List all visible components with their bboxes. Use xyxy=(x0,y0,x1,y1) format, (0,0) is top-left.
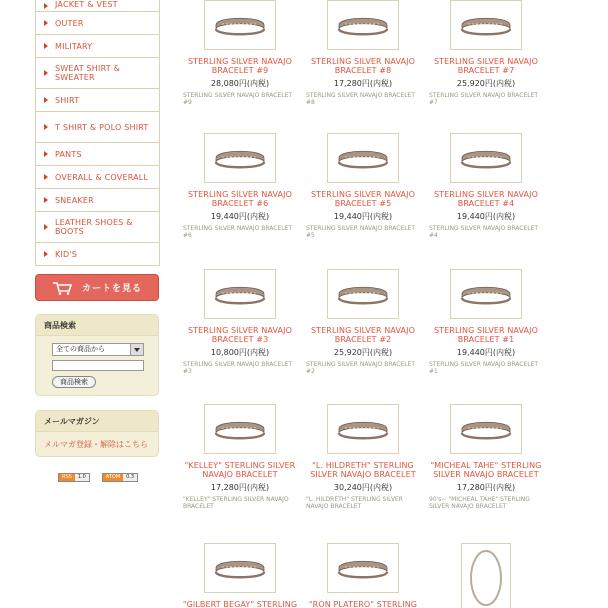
product-card[interactable] xyxy=(426,269,546,375)
mail-magazine-box xyxy=(35,410,159,457)
product-name[interactable]: "KELLEY" STERLING SILVER NAVAJO BRACELET xyxy=(184,461,296,479)
product-image[interactable] xyxy=(327,269,399,319)
arrow-right-icon xyxy=(44,97,48,103)
product-price: 17,280円(内税) xyxy=(210,483,270,492)
arrow-right-icon xyxy=(44,70,48,76)
mail-magazine-link[interactable]: メルマガ登録・解除はこちら xyxy=(44,440,148,449)
rss-badge[interactable] xyxy=(58,473,90,482)
arrow-right-icon xyxy=(44,224,48,230)
category-label: T SHIRT & POLO SHIRT xyxy=(55,122,149,132)
bracelet-icon xyxy=(335,145,391,171)
category-item[interactable] xyxy=(36,88,159,111)
arrow-right-icon xyxy=(44,20,48,26)
product-name[interactable]: STERLING SILVER NAVAJO BRACELET #4 xyxy=(433,190,538,208)
search-input[interactable] xyxy=(52,360,144,371)
product-image[interactable] xyxy=(327,404,399,454)
atom-badge-left: ATOM xyxy=(103,474,123,481)
view-cart-button[interactable] xyxy=(35,274,159,301)
product-name[interactable]: STERLING SILVER NAVAJO BRACELET #9 xyxy=(187,57,292,75)
product-price: 25,920円(内税) xyxy=(456,79,516,88)
category-item[interactable] xyxy=(36,188,159,211)
product-name[interactable]: STERLING SILVER NAVAJO BRACELET #5 xyxy=(310,190,415,208)
category-item[interactable] xyxy=(36,11,159,34)
bracelet-icon xyxy=(458,416,514,442)
product-search-heading: 商品検索 xyxy=(36,315,158,336)
search-category-select[interactable] xyxy=(52,343,144,356)
product-card[interactable] xyxy=(426,133,546,239)
product-image[interactable] xyxy=(450,133,522,183)
product-image[interactable] xyxy=(204,269,276,319)
product-subtitle: STERLING SILVER NAVAJO BRACELET #1 xyxy=(429,361,539,375)
category-label: SHIRT xyxy=(55,95,80,105)
category-label: KID'S xyxy=(55,249,78,259)
product-name[interactable]: STERLING SILVER NAVAJO BRACELET #6 xyxy=(187,190,292,208)
product-image[interactable] xyxy=(204,404,276,454)
category-label: SWEAT SHIRT & SWEATER xyxy=(55,64,121,82)
category-item[interactable] xyxy=(36,211,159,242)
product-card[interactable] xyxy=(303,269,423,375)
arrow-right-icon xyxy=(44,43,48,49)
bracelet-icon xyxy=(212,12,268,38)
arrow-right-icon xyxy=(44,251,48,257)
product-subtitle: 90's~ "MICHEAL TAHE" STERLING SILVER NAVAJO BRACELET xyxy=(429,496,530,510)
product-card[interactable] xyxy=(426,0,546,106)
product-image[interactable] xyxy=(327,0,399,50)
category-list xyxy=(35,0,160,266)
product-image[interactable] xyxy=(327,133,399,183)
arrow-right-icon xyxy=(44,124,48,130)
product-card[interactable] xyxy=(426,543,546,608)
product-price: 19,440円(内税) xyxy=(456,348,516,357)
category-label: JACKET & VEST xyxy=(55,0,118,9)
product-name[interactable]: "RON PLATERO" STERLING xyxy=(308,600,418,608)
category-item[interactable] xyxy=(36,242,159,265)
product-subtitle: STERLING SILVER NAVAJO BRACELET #9 xyxy=(183,92,293,106)
product-image[interactable] xyxy=(327,543,399,593)
rss-badge-left: RSS xyxy=(59,474,75,481)
category-label: MILITARY xyxy=(55,41,93,51)
arrow-right-icon xyxy=(44,197,48,203)
bracelet-icon xyxy=(335,555,391,581)
category-item[interactable] xyxy=(36,165,159,188)
product-image[interactable] xyxy=(450,0,522,50)
search-category-value: 全ての商品から xyxy=(56,345,105,353)
product-price: 19,440円(内税) xyxy=(333,212,393,221)
product-subtitle: STERLING SILVER NAVAJO BRACELET #3 xyxy=(183,361,293,375)
product-subtitle: STERLING SILVER NAVAJO BRACELET #2 xyxy=(306,361,416,375)
product-image[interactable] xyxy=(450,404,522,454)
product-name[interactable]: "MICHEAL TAHE" STERLING SILVER NAVAJO BRACELET xyxy=(430,461,542,479)
chevron-down-icon xyxy=(130,344,143,355)
product-name[interactable]: STERLING SILVER NAVAJO BRACELET #1 xyxy=(433,326,538,344)
mail-magazine-heading: メールマガジン xyxy=(36,411,158,432)
product-card[interactable] xyxy=(180,404,300,510)
product-image[interactable] xyxy=(204,0,276,50)
bracelet-icon xyxy=(212,145,268,171)
bracelet-icon xyxy=(458,145,514,171)
product-card[interactable] xyxy=(180,133,300,239)
product-card[interactable] xyxy=(303,133,423,239)
feed-badges xyxy=(58,473,138,482)
product-image[interactable] xyxy=(204,543,276,593)
category-label: SNEAKER xyxy=(55,195,94,205)
category-item[interactable] xyxy=(36,0,159,11)
cart-icon xyxy=(52,281,74,295)
category-sidebar xyxy=(35,0,160,266)
bracelet-icon xyxy=(212,416,268,442)
product-image[interactable] xyxy=(204,133,276,183)
category-label: PANTS xyxy=(55,149,82,159)
atom-badge-right: 0.3 xyxy=(123,474,137,481)
bracelet-icon xyxy=(335,281,391,307)
bracelet-icon xyxy=(458,12,514,38)
product-price: 28,080円(内税) xyxy=(210,79,270,88)
category-item[interactable] xyxy=(36,57,159,88)
product-name[interactable]: STERLING SILVER NAVAJO BRACELET #8 xyxy=(310,57,415,75)
category-label: OUTER xyxy=(55,18,84,28)
product-subtitle: STERLING SILVER NAVAJO BRACELET #4 xyxy=(429,225,539,239)
product-price: 19,440円(内税) xyxy=(210,212,270,221)
arrow-right-icon xyxy=(44,174,48,180)
product-price: 19,440円(内税) xyxy=(456,212,516,221)
bracelet-icon xyxy=(212,555,268,581)
product-name[interactable]: STERLING SILVER NAVAJO BRACELET #7 xyxy=(433,57,538,75)
category-item[interactable] xyxy=(36,142,159,165)
arrow-right-icon xyxy=(44,151,48,157)
atom-badge[interactable] xyxy=(102,473,138,482)
product-name[interactable]: "GILBERT BEGAY" STERLING xyxy=(182,600,298,608)
product-name[interactable]: STERLING SILVER NAVAJO BRACELET #3 xyxy=(187,326,292,344)
product-card[interactable] xyxy=(303,543,423,608)
product-price: 17,280円(内税) xyxy=(333,79,393,88)
bracelet-icon xyxy=(335,12,391,38)
product-price: 30,240円(内税) xyxy=(333,483,393,492)
product-card[interactable] xyxy=(303,404,423,510)
product-name[interactable]: STERLING SILVER NAVAJO BRACELET #2 xyxy=(310,326,415,344)
product-subtitle: "L. HILDRETH" STERLING SILVER NAVAJO BRACELET xyxy=(306,496,403,510)
bracelet-icon xyxy=(458,281,514,307)
product-card[interactable] xyxy=(180,269,300,375)
category-item[interactable] xyxy=(36,111,159,142)
category-item[interactable] xyxy=(36,34,159,57)
bracelet-icon xyxy=(212,281,268,307)
product-subtitle: STERLING SILVER NAVAJO BRACELET #5 xyxy=(306,225,416,239)
category-label: LEATHER SHOES & BOOTS xyxy=(55,218,133,236)
product-subtitle: STERLING SILVER NAVAJO BRACELET #6 xyxy=(183,225,293,239)
product-price: 25,920円(内税) xyxy=(333,348,393,357)
product-subtitle: STERLING SILVER NAVAJO BRACELET #7 xyxy=(429,92,539,106)
product-price: 17,280円(内税) xyxy=(456,483,516,492)
rss-badge-right: 1.0 xyxy=(75,474,89,481)
search-button[interactable]: 商品検索 xyxy=(52,376,96,388)
product-price: 10,800円(内税) xyxy=(210,348,270,357)
category-label: OVERALL & COVERALL xyxy=(55,172,149,182)
bracelet-icon xyxy=(466,548,506,608)
arrow-right-icon xyxy=(44,3,48,9)
product-name[interactable]: "L. HILDRETH" STERLING SILVER NAVAJO BRACELET xyxy=(310,461,416,479)
product-search-box xyxy=(35,314,159,396)
product-image[interactable] xyxy=(461,543,511,608)
view-cart-label: カートを見る xyxy=(81,284,142,294)
product-card[interactable] xyxy=(426,404,546,510)
product-subtitle: STERLING SILVER NAVAJO BRACELET #8 xyxy=(306,92,416,106)
product-card[interactable] xyxy=(180,0,300,106)
product-subtitle: "KELLEY" STERLING SILVER NAVAJO BRACELET xyxy=(183,496,289,510)
bracelet-icon xyxy=(335,416,391,442)
product-card[interactable] xyxy=(303,0,423,106)
product-card[interactable] xyxy=(180,543,300,608)
product-image[interactable] xyxy=(450,269,522,319)
